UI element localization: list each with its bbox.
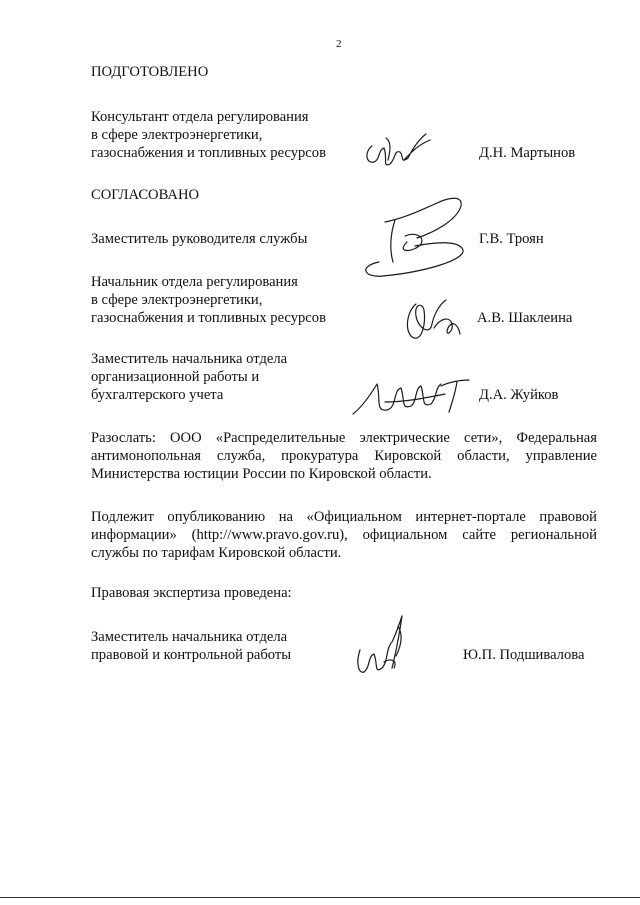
publication-paragraph: Подлежит опубликованию на «Официальном интернет-портале правовой информации» (http://www.pravo.gov.ru), официальном сайте региональной службы по тарифам Кировской области.: [91, 509, 597, 561]
prepared-position-line-3: газоснабжения и топливных ресурсов: [91, 145, 326, 161]
signer-3-position-line-3: бухгалтерского учета: [91, 387, 224, 403]
bottom-scan-edge: [0, 897, 640, 898]
legal-review-text: Правовая экспертиза проведена:: [91, 585, 292, 601]
signer-2-name: А.В. Шаклеина: [477, 310, 573, 326]
signature-martynov: [360, 128, 440, 173]
signer-3-name: Д.А. Жуйков: [479, 387, 559, 403]
signature-podshivalova: [348, 612, 418, 682]
signer-1-position-line-1: Заместитель руководителя службы: [91, 231, 308, 247]
page-number: 2: [336, 38, 342, 50]
legal-review-position-line-1: Заместитель начальника отдела: [91, 629, 288, 645]
signer-3-position-line-1: Заместитель начальника отдела: [91, 351, 288, 367]
prepared-position-line-1: Консультант отдела регулирования: [91, 109, 309, 125]
signature-zhuykov: [345, 372, 475, 420]
prepared-position-line-2: в сфере электроэнергетики,: [91, 127, 263, 143]
signer-2-position-line-2: в сфере электроэнергетики,: [91, 292, 263, 308]
prepared-heading: ПОДГОТОВЛЕНО: [91, 64, 209, 80]
signature-shakleina: [400, 294, 470, 344]
prepared-name: Д.Н. Мартынов: [479, 145, 576, 161]
legal-review-position-line-2: правовой и контрольной работы: [91, 647, 292, 663]
legal-review-name: Ю.П. Подшивалова: [463, 647, 585, 663]
signature-troyan: [355, 192, 475, 282]
signer-2-position-line-1: Начальник отдела регулирования: [91, 274, 298, 290]
signer-3-position-line-2: организационной работы и: [91, 369, 260, 385]
signer-2-position-line-3: газоснабжения и топливных ресурсов: [91, 310, 326, 326]
agreed-heading: СОГЛАСОВАНО: [91, 187, 200, 203]
distribution-paragraph: Разослать: ООО «Распределительные электрические сети», Федеральная антимонопольная служба, прокуратура Кировской области, управление Министерства юстиции России по Кировской области.: [91, 430, 597, 482]
signer-1-name: Г.В. Троян: [479, 231, 544, 247]
